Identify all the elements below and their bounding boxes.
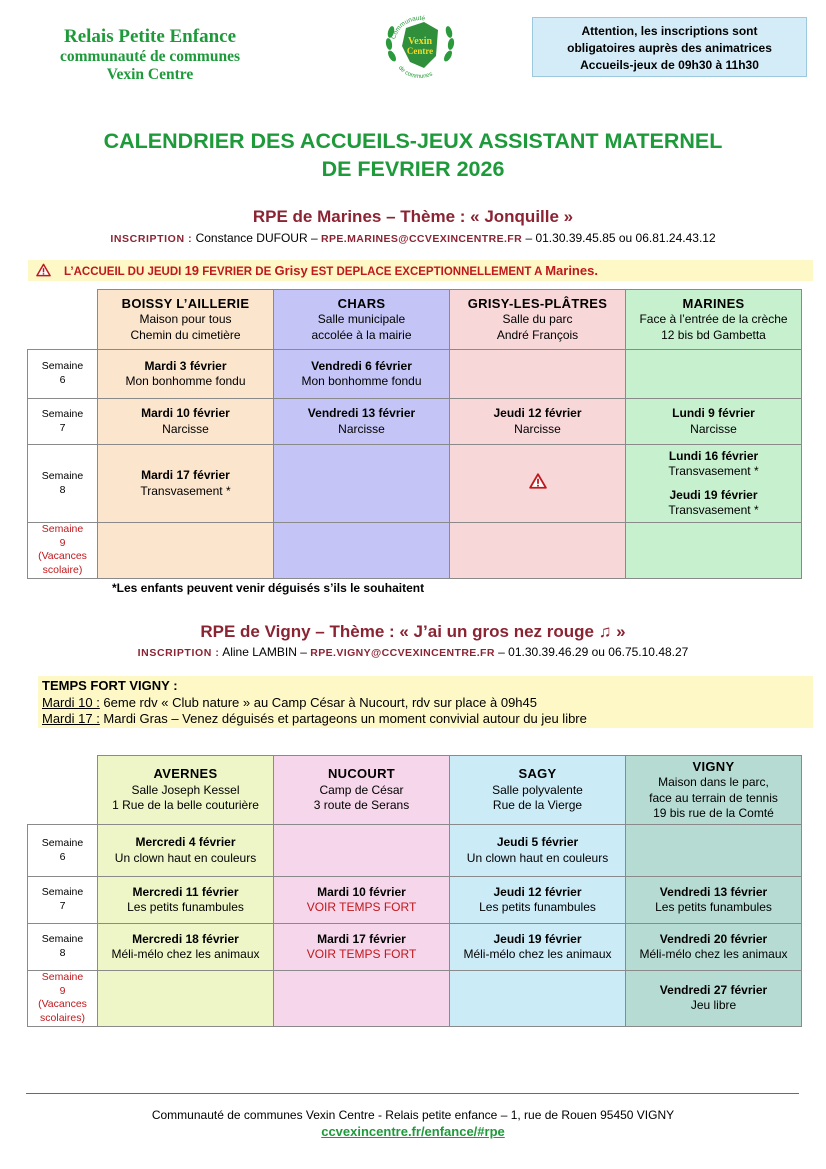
svg-text:Vexin: Vexin: [407, 36, 433, 47]
schedule-cell-empty: [274, 825, 450, 877]
column-header-chars: [274, 290, 450, 350]
schedule-cell: Vendredi 13 février Les petits funambules: [626, 877, 802, 924]
column-address: accolée à la mairie: [311, 327, 412, 342]
schedule-cell-empty: [450, 350, 626, 399]
org-name-line1: Relais Petite Enfance: [63, 26, 236, 47]
marines-inscription: [0, 231, 826, 245]
column-address: Camp de César: [319, 782, 404, 797]
schedule-cell: Mercredi 11 février Les petits funambules: [98, 877, 274, 924]
schedule-cell-empty: [450, 523, 626, 579]
table-row: [28, 825, 802, 877]
column-address: face au terrain de tennis: [649, 790, 778, 805]
column-address: Chemin du cimetière: [130, 327, 241, 342]
vigny-calendar-table: [27, 755, 802, 1027]
schedule-cell: Jeudi 19 février Méli-mélo chez les animaux: [450, 924, 626, 971]
warning-triangle-icon: [529, 473, 547, 489]
warning-text-b: FEVRIER DE: [202, 266, 272, 278]
marines-calendar-table: [27, 289, 802, 579]
vexin-centre-logo: [380, 6, 460, 86]
svg-text:Communauté: Communauté: [389, 14, 426, 41]
week-label: Semaine 6: [28, 825, 98, 877]
schedule-cell: Jeudi 12 février Les petits funambules: [450, 877, 626, 924]
column-name: SAGY: [518, 766, 557, 782]
org-name-line2: communauté de communes: [60, 47, 240, 65]
table-row: [28, 924, 802, 971]
org-name-block: [30, 26, 270, 83]
schedule-cell: Jeudi 12 février Narcisse: [450, 399, 626, 445]
warning-place: Grisy: [274, 263, 308, 278]
column-name: MARINES: [682, 295, 745, 311]
page-title-line2: DE FEVRIER 2026: [321, 156, 505, 181]
notice-line2: obligatoires auprès des animatrices: [567, 40, 772, 55]
week-label-holidays: Semaine 9 (Vacances scolaires): [28, 971, 98, 1027]
column-address: Rue de la Vierge: [492, 798, 583, 813]
table-corner: [28, 756, 98, 825]
vigny-email-link[interactable]: RPE.VIGNY@CCVEXINCENTRE.FR: [310, 647, 495, 659]
column-header-boissy: [98, 290, 274, 350]
column-address: Salle Joseph Kessel: [131, 782, 240, 797]
column-address: Salle polyvalente: [492, 782, 583, 797]
warning-text-a: L’ACCUEIL DU JEUDI: [64, 266, 182, 278]
schedule-cell-empty: [98, 971, 274, 1027]
column-header-grisy: [450, 290, 626, 350]
table-row: [28, 350, 802, 399]
column-header-sagy: [450, 756, 626, 825]
page-title: [0, 128, 826, 184]
schedule-cell-empty: [274, 523, 450, 579]
temps-fort-item: Mardi 10 : 6eme rdv « Club nature » au Camp César à Nucourt, rdv sur place à 09h45: [42, 694, 537, 710]
week-label: Semaine 8: [28, 924, 98, 971]
page-title-line1: CALENDRIER DES ACCUEILS-JEUX ASSISTANT MATERNEL: [103, 129, 723, 153]
column-header-nucourt: [274, 756, 450, 825]
table-row: [28, 399, 802, 445]
column-address: André François: [496, 327, 579, 342]
column-address: Maison pour tous: [139, 312, 232, 327]
column-name: VIGNY: [692, 758, 735, 774]
week-label: Semaine 8: [28, 445, 98, 523]
relocation-warning-banner: [28, 260, 813, 281]
table-header-row: [28, 290, 802, 350]
schedule-cell-relocated: [450, 445, 626, 523]
schedule-cell: Lundi 9 février Narcisse: [626, 399, 802, 445]
temps-fort-item: Mardi 17 : Mardi Gras – Venez déguisés et partageons un moment convivial autour du jeu libre: [42, 711, 587, 726]
footer-website-link[interactable]: ccvexincentre.fr/enfance/#rpe: [321, 1124, 505, 1139]
schedule-cell: Mercredi 18 février Méli-mélo chez les animaux: [98, 924, 274, 971]
schedule-cell: Vendredi 6 février Mon bonhomme fondu: [274, 350, 450, 399]
svg-text:de communes: de communes: [396, 65, 434, 81]
vigny-section-title: RPE de Vigny – Thème : « J’ai un gros nez rouge ♫ »: [200, 622, 626, 641]
svg-text:Centre: Centre: [406, 46, 434, 56]
week-label: Semaine 7: [28, 877, 98, 924]
column-name: NUCOURT: [327, 766, 396, 782]
inscription-label: INSCRIPTION :: [137, 647, 220, 659]
temps-fort-title: TEMPS FORT VIGNY :: [42, 678, 178, 693]
inscription-phones: – 01.30.39.46.29 ou 06.75.10.48.27: [498, 645, 689, 659]
column-name: BOISSY L’AILLERIE: [121, 295, 250, 311]
schedule-cell: Mardi 17 février Transvasement *: [98, 445, 274, 523]
column-address: 12 bis bd Gambetta: [661, 327, 766, 342]
footer-address: Communauté de communes Vexin Centre - Relais petite enfance – 1, rue de Rouen 95450 VIGNY: [151, 1108, 675, 1122]
schedule-cell: Jeudi 5 février Un clown haut en couleurs: [450, 825, 626, 877]
schedule-cell: Lundi 16 février Transvasement * Jeudi 19 février Transvasement *: [626, 445, 802, 523]
vigny-inscription: [0, 645, 826, 659]
inscription-label: INSCRIPTION :: [110, 233, 193, 245]
schedule-cell-empty: [626, 523, 802, 579]
schedule-cell: Mardi 10 février VOIR TEMPS FORT: [274, 877, 450, 924]
footer-divider: [26, 1093, 799, 1094]
column-header-avernes: [98, 756, 274, 825]
column-address: Face à l’entrée de la crèche: [639, 312, 788, 327]
warning-day-number: 19: [184, 263, 200, 278]
schedule-cell: Vendredi 20 février Méli-mélo chez les animaux: [626, 924, 802, 971]
warning-destination: Marines.: [545, 263, 598, 278]
schedule-cell-empty: [98, 523, 274, 579]
temps-fort-box: [38, 676, 813, 728]
week-label: Semaine 7: [28, 399, 98, 445]
column-address: 1 Rue de la belle couturière: [112, 798, 259, 813]
column-address: Salle municipale: [317, 312, 406, 327]
column-name: AVERNES: [153, 766, 218, 782]
inscription-name: Constance DUFOUR –: [195, 231, 318, 245]
schedule-cell: Mardi 17 février VOIR TEMPS FORT: [274, 924, 450, 971]
org-name-line3: Vexin Centre: [106, 65, 194, 83]
warning-triangle-icon: [36, 263, 51, 277]
column-header-marines: [626, 290, 802, 350]
inscription-phones: – 01.30.39.45.85 ou 06.81.24.43.12: [525, 231, 716, 245]
inscription-name: Aline LAMBIN –: [222, 645, 307, 659]
table-row: [28, 523, 802, 579]
marines-email-link[interactable]: RPE.MARINES@CCVEXINCENTRE.FR: [320, 233, 523, 245]
schedule-cell: Vendredi 13 février Narcisse: [274, 399, 450, 445]
schedule-cell-empty: [274, 445, 450, 523]
schedule-cell-empty: [450, 971, 626, 1027]
schedule-cell: Mardi 3 février Mon bonhomme fondu: [98, 350, 274, 399]
column-header-vigny: [626, 756, 802, 825]
notice-line1: Attention, les inscriptions sont: [581, 24, 758, 38]
table-row: [28, 445, 802, 523]
column-address: Maison dans le parc,: [658, 775, 769, 790]
marines-section-title: RPE de Marines – Thème : « Jonquille »: [252, 207, 574, 226]
week-label-holidays: Semaine 9 (Vacances scolaire): [28, 523, 98, 579]
costume-note: *Les enfants peuvent venir déguisés s’ils le souhaitent: [112, 581, 425, 595]
schedule-cell-empty: [626, 350, 802, 399]
notice-line3: Accueils-jeux de 09h30 à 11h30: [580, 57, 759, 72]
schedule-cell: Vendredi 27 février Jeu libre: [626, 971, 802, 1027]
week-label: Semaine 6: [28, 350, 98, 399]
column-name: GRISY-LES-PLÂTRES: [467, 295, 608, 311]
schedule-cell-empty: [274, 971, 450, 1027]
column-address: 19 bis rue de la Comté: [653, 805, 774, 820]
registration-notice: [532, 17, 807, 77]
column-address: 3 route de Serans: [313, 798, 410, 813]
column-name: CHARS: [337, 295, 386, 311]
warning-text-c: EST DEPLACE EXCEPTIONNELLEMENT A: [310, 266, 542, 278]
schedule-cell: Mercredi 4 février Un clown haut en couleurs: [98, 825, 274, 877]
schedule-cell-empty: [626, 825, 802, 877]
table-row: [28, 971, 802, 1027]
table-header-row: [28, 756, 802, 825]
table-corner: [28, 290, 98, 350]
table-row: [28, 877, 802, 924]
column-address: Salle du parc: [502, 312, 573, 327]
schedule-cell: Mardi 10 février Narcisse: [98, 399, 274, 445]
